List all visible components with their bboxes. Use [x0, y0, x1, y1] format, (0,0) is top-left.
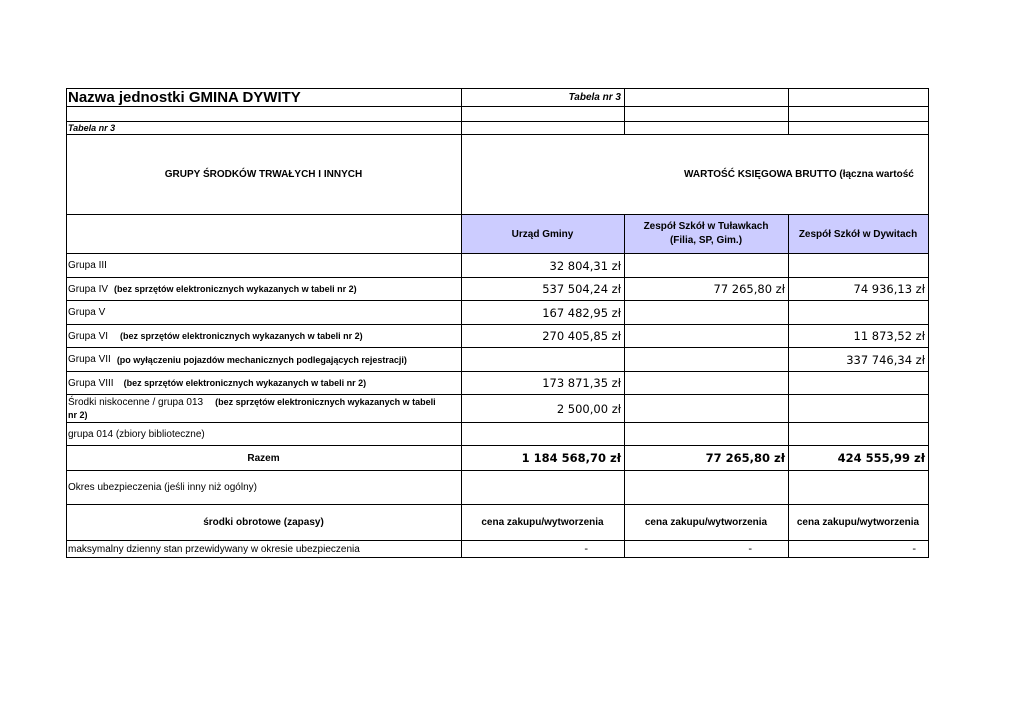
- row-label: Grupa IV (bez sprzętów elektronicznych wykazanych w tabeli nr 2): [68, 283, 357, 295]
- row-label: Grupa VIII (bez sprzętów elektronicznych wykazanych w tabeli nr 2): [68, 377, 367, 389]
- row-label: Grupa V: [68, 307, 106, 318]
- row-note: (po wyłączeniu pojazdów mechanicznych podlegających rejestracji): [116, 354, 407, 365]
- hline: [66, 106, 929, 107]
- value-cell: 77 265,80 zł: [713, 282, 785, 296]
- value-cell: 2 500,00 zł: [556, 401, 621, 416]
- unit-header-zs-tulawki-line2: (Filia, SP, Gim.): [669, 235, 743, 246]
- price-header: cena zakupu/wytworzenia: [796, 517, 920, 528]
- unit-header-urzad-gminy: Urząd Gminy: [511, 228, 574, 240]
- total-label: Razem: [247, 452, 280, 464]
- table-number-label-small: Tabela nr 3: [68, 123, 116, 133]
- row-note: (bez sprzętów elektronicznych wykazanych w tabeli nr 2): [114, 284, 357, 294]
- max-stock-value: -: [584, 543, 588, 555]
- current-assets-label: środki obrotowe (zapasy): [203, 517, 324, 528]
- value-cell: 270 405,85 zł: [542, 329, 621, 343]
- vline: [788, 88, 789, 134]
- hline: [66, 557, 929, 558]
- unit-name-label: Nazwa jednostki GMINA DYWITY: [68, 89, 301, 106]
- price-header: cena zakupu/wytworzenia: [644, 517, 768, 528]
- value-column-header: WARTOŚĆ KSIĘGOWA BRUTTO (łączna wartość: [684, 169, 914, 180]
- row-label: Grupa III: [68, 260, 107, 271]
- row-label: grupa 014 (zbiory biblioteczne): [68, 428, 205, 440]
- max-stock-value: -: [912, 543, 916, 555]
- row-label: Grupa VI (bez sprzętów elektronicznych wykazanych w tabeli nr 2): [68, 330, 363, 342]
- vline: [624, 88, 625, 134]
- value-cell: 74 936,13 zł: [853, 282, 925, 296]
- row-label-line1: Środki niskocenne / grupa 013 (bez sprzętów elektronicznych wykazanych w tabeli: [68, 396, 436, 408]
- total-value: 1 184 568,70 zł: [521, 451, 621, 465]
- value-cell: 173 871,35 zł: [542, 376, 621, 390]
- value-cell: 11 873,52 zł: [853, 329, 925, 343]
- total-value: 424 555,99 zł: [837, 451, 925, 465]
- unit-header-zs-tulawki-line1: Zespół Szkół w Tuławkach: [643, 221, 769, 232]
- max-stock-label: maksymalny dzienny stan przewidywany w okresie ubezpieczenia: [68, 543, 360, 555]
- value-cell: 537 504,24 zł: [542, 282, 621, 296]
- insurance-period-label: Okres ubezpieczenia (jeśli inny niż ogólny): [68, 482, 257, 493]
- row-note: (bez sprzętów elektronicznych wykazanych w tabeli: [215, 396, 436, 407]
- price-header: cena zakupu/wytworzenia: [481, 517, 604, 528]
- spreadsheet-table: [66, 88, 929, 558]
- group-column-header: GRUPY ŚRODKÓW TRWAŁYCH I INNYCH: [164, 169, 363, 180]
- value-cell: 167 482,95 zł: [542, 305, 621, 320]
- max-stock-value: -: [748, 543, 752, 555]
- unit-header-zs-dywity: Zespół Szkół w Dywitach: [798, 228, 918, 240]
- total-value: 77 265,80 zł: [705, 451, 785, 465]
- value-cell: 337 746,34 zł: [846, 352, 925, 367]
- value-cell: 32 804,31 zł: [549, 258, 621, 273]
- row-label: [66, 395, 461, 422]
- vline: [928, 88, 929, 558]
- row-label: Grupa VII (po wyłączeniu pojazdów mechanicznych podlegających rejestracji): [68, 354, 407, 365]
- row-note: (bez sprzętów elektronicznych wykazanych w tabeli nr 2): [120, 331, 363, 341]
- row-note: (bez sprzętów elektronicznych wykazanych w tabeli nr 2): [123, 378, 367, 388]
- unit-header-zs-tulawki: [624, 215, 788, 253]
- row-label-line2: nr 2): [68, 409, 88, 420]
- table-number-label: Tabela nr 3: [568, 92, 621, 103]
